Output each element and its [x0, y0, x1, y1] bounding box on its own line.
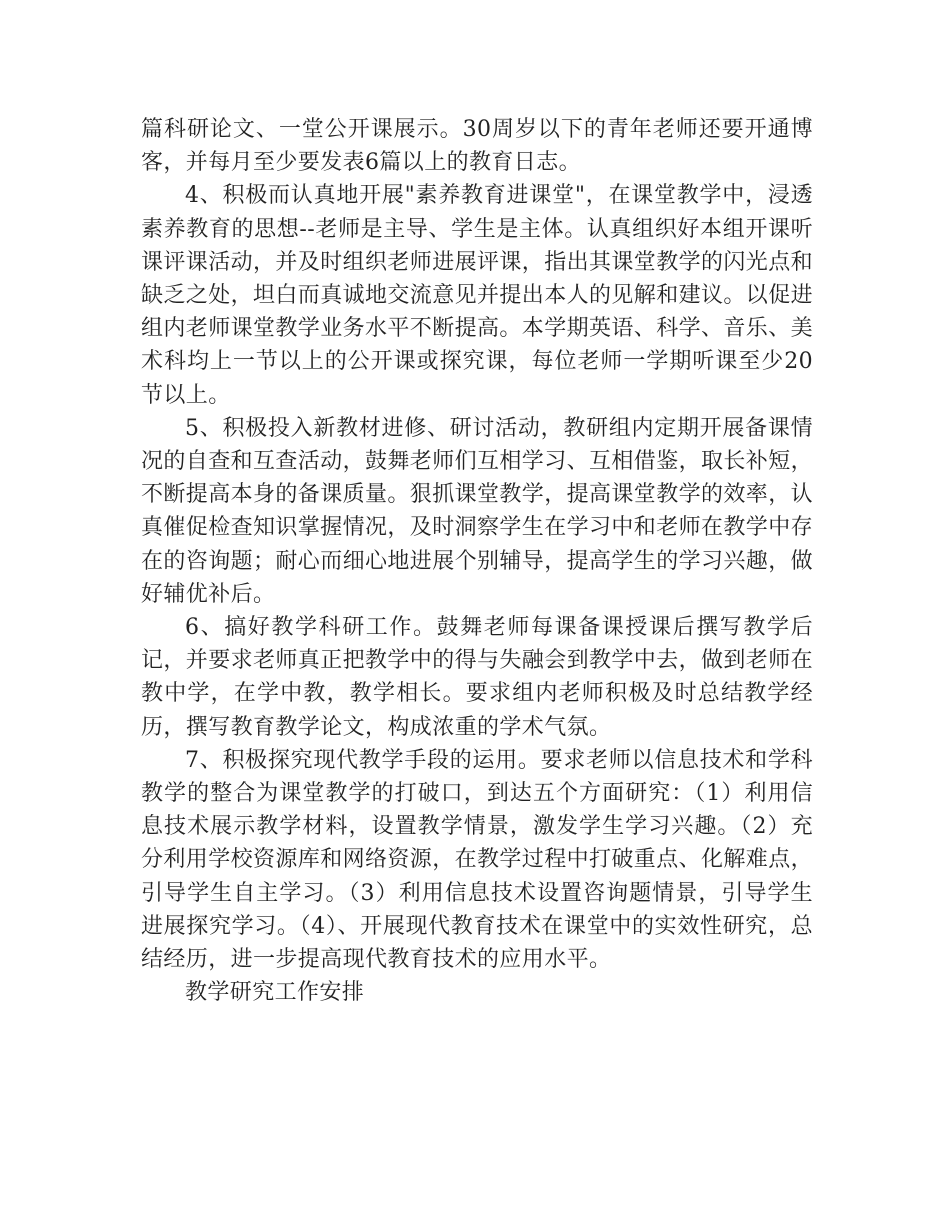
paragraph-item-4: 4、积极而认真地开展"素养教育进课堂"，在课堂教学中，浸透素养教育的思想--老师是主导、学生是主体。认真组织好本组开课听课评课活动，并及时组织老师进展评课，指出其课堂教学的闪光点和缺乏之处，坦白而真诚地交流意见并提出本人的见解和建议。以促进组内老师课堂教学业务水平不断提高。本学期英语、科学、音乐、美术科均上一节以上的公开课或探究课，每位老师一学期听课至少20节以上。 — [141, 183, 814, 408]
paragraph-item-6: 6、搞好教学科研工作。鼓舞老师每课备课授课后撰写教学后记，并要求老师真正把教学中的得与失融会到教学中去，做到老师在教中学，在学中教，教学相长。要求组内老师积极及时总结教学经历，撰写教育教学论文，构成浓重的学术气氛。 — [141, 615, 814, 740]
paragraph-item-7: 7、积极探究现代教学手段的运用。要求老师以信息技术和学科教学的整合为课堂教学的打破口，到达五个方面研究：（1）利用信息技术展示教学材料，设置教学情景，激发学生学习兴趣。（2）充分利用学校资源库和网络资源，在教学过程中打破重点、化解难点，引导学生自主学习。（3）利用信息技术设置咨询题情景，引导学生进展探究学习。（4）、开展现代教育技术在课堂中的实效性研究，总结经历，进一步提高现代教育技术的应用水平。 — [141, 747, 814, 973]
section-heading: 教学研究工作安排 — [185, 980, 365, 1006]
paragraph-continuation: 篇科研论文、一堂公开课展示。30周岁以下的青年老师还要开通博客，并每月至少要发表6篇以上的教育日志。 — [141, 117, 813, 176]
document-body — [141, 113, 813, 1009]
paragraph-item-5: 5、积极投入新教材进修、研讨活动，教研组内定期开展备课情况的自查和互查活动，鼓舞老师们互相学习、互相借鉴，取长补短，不断提高本身的备课质量。狠抓课堂教学，提高课堂教学的效率，认真催促检查知识掌握情况，及时洞察学生在学习中和老师在教学中存在的咨询题；耐心而细心地进展个别辅导，提高学生的学习兴趣，做好辅优补后。 — [141, 415, 814, 607]
